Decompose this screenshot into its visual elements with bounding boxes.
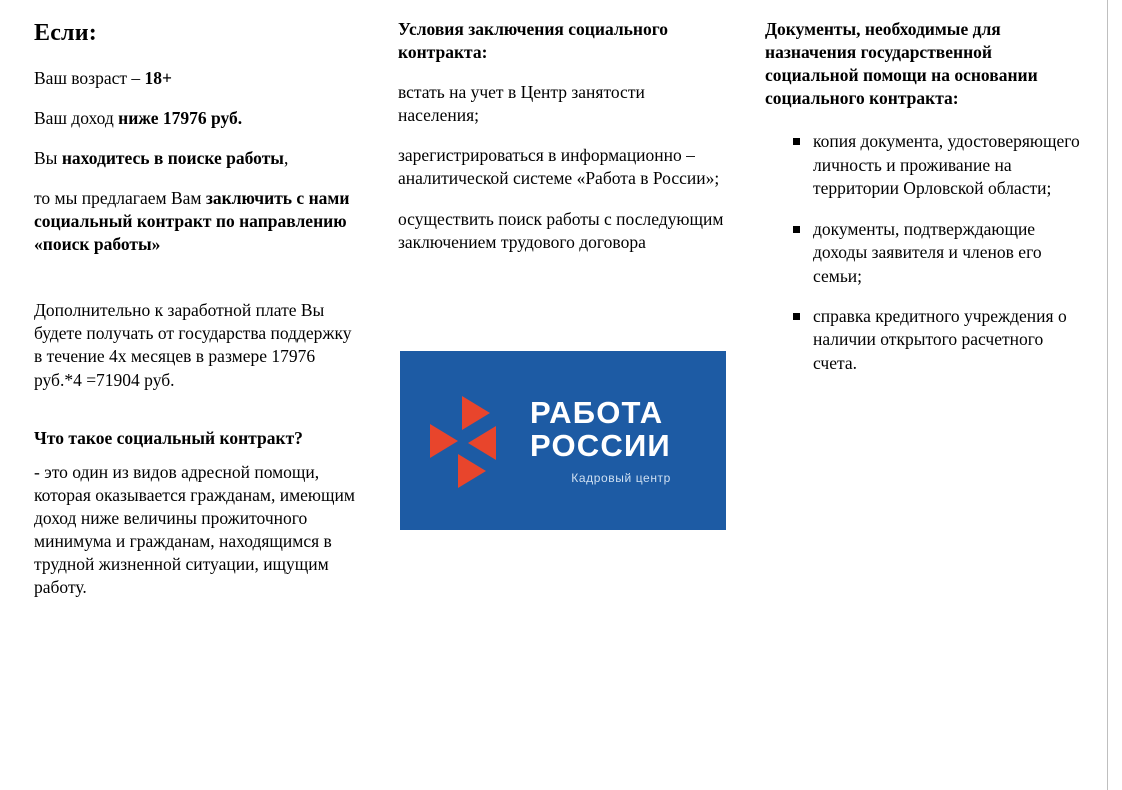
term-item-2: зарегистрироваться в информационно – аналитической системе «Работа в России»;	[398, 145, 720, 189]
document-item-1: копия документа, удостоверяющего личность и проживание на территории Орловской области;	[813, 131, 1080, 199]
four-triangles-icon	[430, 396, 516, 482]
column-documents	[765, 18, 1083, 392]
condition-jobsearch-prefix: Вы	[34, 147, 62, 168]
support-paragraph: Дополнительно к заработной плате Вы будете получать от государства поддержку в течение 4х месяцев в размере 17976 руб.*4 =71904 руб.	[34, 300, 352, 390]
column-conditions	[34, 18, 364, 599]
triangle-left	[430, 424, 458, 458]
column3-heading: Документы, необходимые для назначения государственной социальной помощи на основании социального контракта:	[765, 19, 1038, 109]
list-item	[765, 130, 1083, 200]
offer-value: заключить с нами социальный контракт по направлению «поиск работы»	[34, 187, 350, 255]
condition-income-text: Ваш доход	[34, 107, 119, 128]
column2-heading: Условия заключения социального контракта:	[398, 19, 669, 63]
term-item-1: встать на учет в Центр занятости населения;	[398, 82, 645, 126]
offer-prefix: то мы предлагаем Вам	[34, 187, 206, 208]
bullet-square-icon	[793, 138, 800, 145]
list-item	[765, 305, 1083, 375]
document-item-2: документы, подтверждающие доходы заявителя и членов его семьи;	[813, 218, 1042, 286]
condition-jobsearch-value: находитесь в поиске работы	[61, 147, 284, 168]
answer-paragraph: - это один из видов адресной помощи, которая оказывается гражданам, имеющим доход ниже величины прожиточного минимума и гражданам, находящимся в трудной жизненной ситуации, ищущим работу.	[34, 461, 355, 598]
logo-line-1: РАБОТА	[530, 395, 664, 430]
condition-age-value: 18+	[144, 67, 173, 88]
condition-jobsearch-comma: ,	[283, 147, 289, 168]
condition-age-text: Ваш возраст –	[34, 67, 145, 88]
logo-text	[530, 396, 671, 485]
rabota-rossii-logo	[400, 351, 726, 530]
question-heading: Что такое социальный контракт?	[34, 427, 303, 448]
bullet-square-icon	[793, 226, 800, 233]
condition-age	[34, 67, 364, 90]
column1-title: Если:	[34, 20, 97, 46]
triangle-bottom	[458, 454, 486, 488]
logo-subtitle: Кадровый центр	[571, 470, 671, 485]
triangle-top-right	[462, 396, 490, 430]
page-right-divider	[1107, 0, 1108, 790]
condition-jobsearch	[34, 147, 364, 170]
condition-income	[34, 107, 364, 130]
condition-income-value: ниже 17976 руб.	[118, 107, 243, 128]
documents-list	[765, 130, 1083, 375]
logo-inner	[430, 396, 671, 485]
list-item	[765, 218, 1083, 288]
bullet-square-icon	[793, 313, 800, 320]
spacer-1	[34, 273, 364, 299]
document-item-3: справка кредитного учреждения о наличии открытого расчетного счета.	[813, 306, 1067, 373]
column-terms	[398, 18, 726, 271]
term-item-3: осуществить поиск работы с последующим заключением трудового договора	[398, 208, 724, 252]
logo-line-2: РОССИИ	[530, 428, 671, 464]
offer-paragraph	[34, 187, 364, 256]
spacer-2	[34, 409, 364, 427]
